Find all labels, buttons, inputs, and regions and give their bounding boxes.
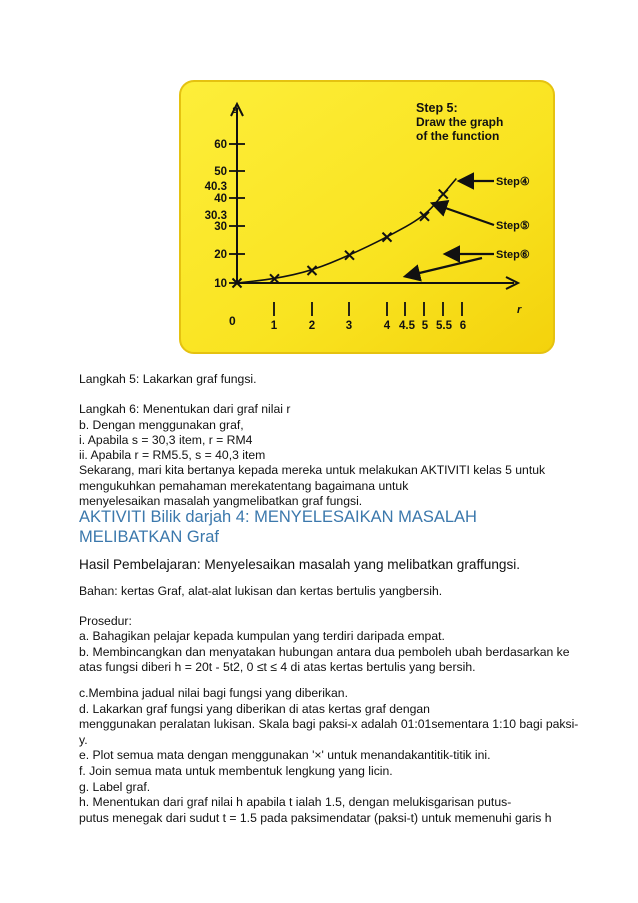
procedure-b-line2: atas fungsi diberi h = 20t - 5t2, 0 ≤t ≤ 4 di atas kertas bertulis yang bersih. [79,659,476,674]
function-graph [179,80,555,354]
y-tick-20: 20 [214,249,227,261]
step-c: c.Membina jadual nilai bagi fungsi yang diberikan. [79,686,348,700]
y-tick-40: 40 [214,193,227,205]
x-tick-1: 1 [270,320,278,332]
activity-heading-line2: MELIBATKAN Graf [79,527,219,546]
y-tick-30-3: 30.3 [204,210,227,222]
y-tick-60: 60 [214,139,227,151]
y-axis-label: s [232,104,239,116]
x-tick-3: 3 [345,320,353,332]
step-f: f. Join semua mata untuk membentuk lengkung yang licin. [79,763,393,778]
materials [79,584,579,599]
intro-line-2: mengukuhkan pemahaman merekatentang bagaimana untuk [79,478,409,493]
intro-line-3: menyelesaikan masalah yangmelibatkan graf fungsi. [79,494,363,509]
activity-heading-line1: AKTIVITI Bilik darjah 4: MENYELESAIKAN MASALAH [79,508,477,526]
graph-figure [179,80,555,354]
y-tick-40-3: 40.3 [204,181,227,193]
procedure-block [79,614,579,675]
langkah-6-i: i. Apabila s = 30,3 item, r = RM4 [79,432,253,447]
step-g: g. Label graf. [79,779,151,794]
x-tick-5: 5 [421,320,429,332]
step-d-line2: menggunakan peralatan lukisan. Skala bagi paksi-x adalah 01:01sementara 1:10 bagi paksi- [79,717,579,732]
origin-label: 0 [229,314,236,328]
procedure-b-line1: b. Membincangkan dan menyatakan hubungan antara dua pemboleh ubah berdasarkan ke [79,644,570,659]
langkah-5: Langkah 5: Lakarkan graf fungsi. [79,372,257,386]
y-tick-10: 10 [214,278,227,290]
step-h-line2: putus menegak dari sudut t = 1.5 pada paksimendatar (paksi-t) untuk memenuhi garis h [79,810,552,825]
step-d-line3: y. [79,732,88,747]
step4-label: Step④ [496,176,530,188]
x-axis-label: r [517,304,522,316]
langkah-block [79,372,579,509]
step-h-line1: h. Menentukan dari graf nilai h apabila t ialah 1.5, dengan melukisgarisan putus- [79,795,512,810]
intro-line-1: Sekarang, mari kita bertanya kepada mereka untuk melakukan AKTIVITI kelas 5 untuk [79,463,546,478]
step-d-line1: d. Lakarkan graf fungsi yang diberikan di atas kertas graf dengan [79,701,430,716]
step5-label: Step⑤ [496,220,530,232]
x-tick-4-5: 4.5 [399,320,415,332]
step-e: e. Plot semua mata dengan menggunakan '×' untuk menandakantitik-titik ini. [79,748,491,763]
materials-line: Bahan: kertas Graf, alat-alat lukisan dan kertas bertulis yangbersih. [79,584,443,598]
langkah-6-ii: ii. Apabila r = RM5.5, s = 40,3 item [79,448,266,463]
step5-line1: Draw the graph [416,115,504,129]
activity-heading [79,508,559,547]
x-tick-5-5: 5.5 [436,320,452,332]
langkah-6: Langkah 6: Menentukan dari graf nilai r [79,402,291,417]
y-tick-50: 50 [214,166,227,178]
step5-line2: of the function [416,129,500,143]
x-tick-6: 6 [459,320,467,332]
steps-block [79,686,579,826]
y-tick-30: 30 [214,221,227,233]
procedure-a: a. Bahagikan pelajar kepada kumpulan yang terdiri daripada empat. [79,629,445,644]
procedure-title: Prosedur: [79,614,132,628]
step5-title: Step 5: [416,101,458,115]
x-tick-2: 2 [308,320,316,332]
learning-outcome: Hasil Pembelajaran: Menyelesaikan masalah yang melibatkan graffungsi. [79,557,521,572]
step6-label: Step⑥ [496,249,530,261]
x-tick-4: 4 [383,320,391,332]
langkah-6-b: b. Dengan menggunakan graf, [79,417,244,432]
